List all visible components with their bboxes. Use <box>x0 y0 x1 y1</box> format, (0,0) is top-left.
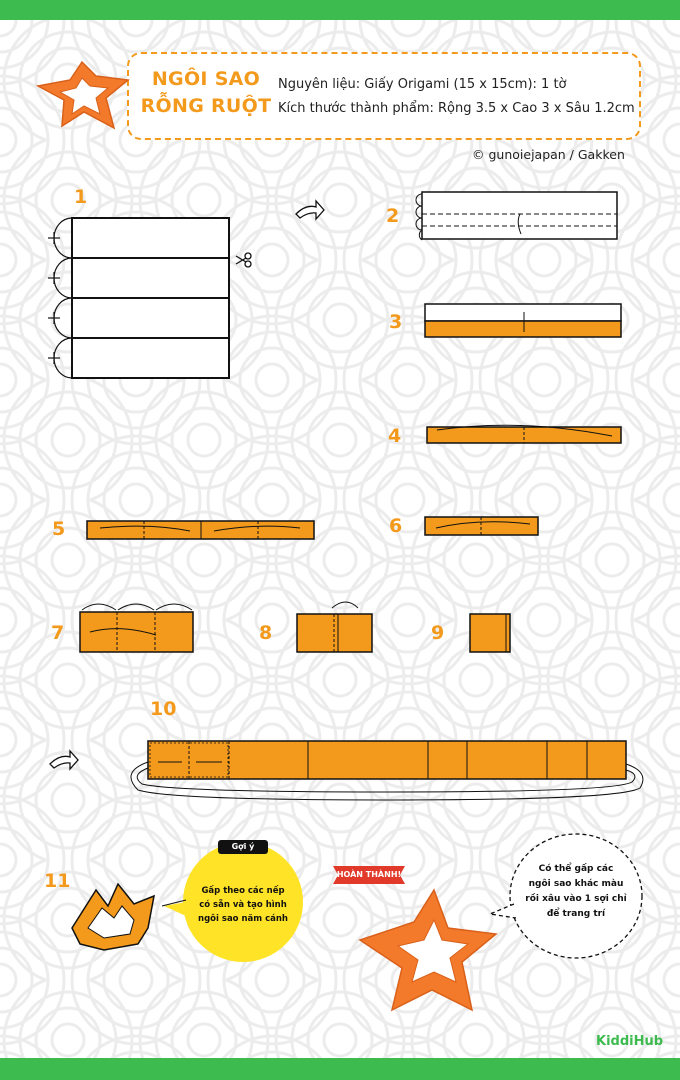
step-11-diagram <box>72 884 154 950</box>
note-line-4: để trang trí <box>546 909 606 919</box>
scissors-icon <box>236 253 251 267</box>
credit-text: © gunoiejapan / Gakken <box>472 147 625 162</box>
turn-over-arrow-icon <box>296 201 324 219</box>
note-text <box>518 862 634 922</box>
note-line-2: ngôi sao khác màu <box>528 879 624 889</box>
tip-line-2: có sẵn và tạo hình <box>199 900 287 910</box>
step-number-4: 4 <box>388 425 402 447</box>
size-text: Kích thước thành phẩm: Rộng 3.5 x Cao 3 x Sâu 1.2cm <box>278 101 635 116</box>
step-7-diagram <box>80 604 193 652</box>
tip-line-1: Gấp theo các nếp <box>201 886 285 896</box>
step-number-9: 9 <box>431 622 445 644</box>
note-line-1: Có thể gấp các <box>538 864 614 874</box>
step-number-8: 8 <box>259 622 273 644</box>
step-3-diagram <box>425 304 621 337</box>
step-number-10: 10 <box>150 698 177 720</box>
step-9-diagram <box>470 614 510 652</box>
materials-text: Nguyên liệu: Giấy Origami (15 x 15cm): 1 tờ <box>278 77 567 92</box>
step-6-diagram <box>425 517 538 535</box>
tip-line-3: ngôi sao năm cánh <box>198 914 288 924</box>
title-line-2: RỖNG RUỘT <box>140 95 272 117</box>
note-line-3: rồi xâu vào 1 sợi chỉ <box>525 894 627 904</box>
step-1-diagram <box>48 218 251 378</box>
title-line-1: NGÔI SAO <box>151 68 261 90</box>
step-number-1: 1 <box>74 186 88 208</box>
step-number-5: 5 <box>52 518 66 540</box>
done-label: HOÀN THÀNH! <box>336 870 402 879</box>
step-4-diagram <box>427 425 621 443</box>
step-number-11: 11 <box>44 870 71 892</box>
step-number-7: 7 <box>51 622 65 644</box>
step-10-diagram <box>50 741 643 800</box>
brand-logo: KiddiHub <box>596 1034 664 1049</box>
step-number-3: 3 <box>389 311 403 333</box>
step-2-diagram <box>416 192 617 240</box>
finished-star-illustration <box>360 890 496 1010</box>
tip-text <box>190 884 296 926</box>
bottom-green-bar <box>0 1058 680 1080</box>
step-number-2: 2 <box>386 205 400 227</box>
tip-label: Gợi ý <box>231 842 255 851</box>
turn-over-arrow-icon <box>50 751 78 769</box>
step-8-diagram <box>297 602 372 652</box>
step-5-diagram <box>87 521 314 539</box>
step-number-6: 6 <box>389 515 403 537</box>
